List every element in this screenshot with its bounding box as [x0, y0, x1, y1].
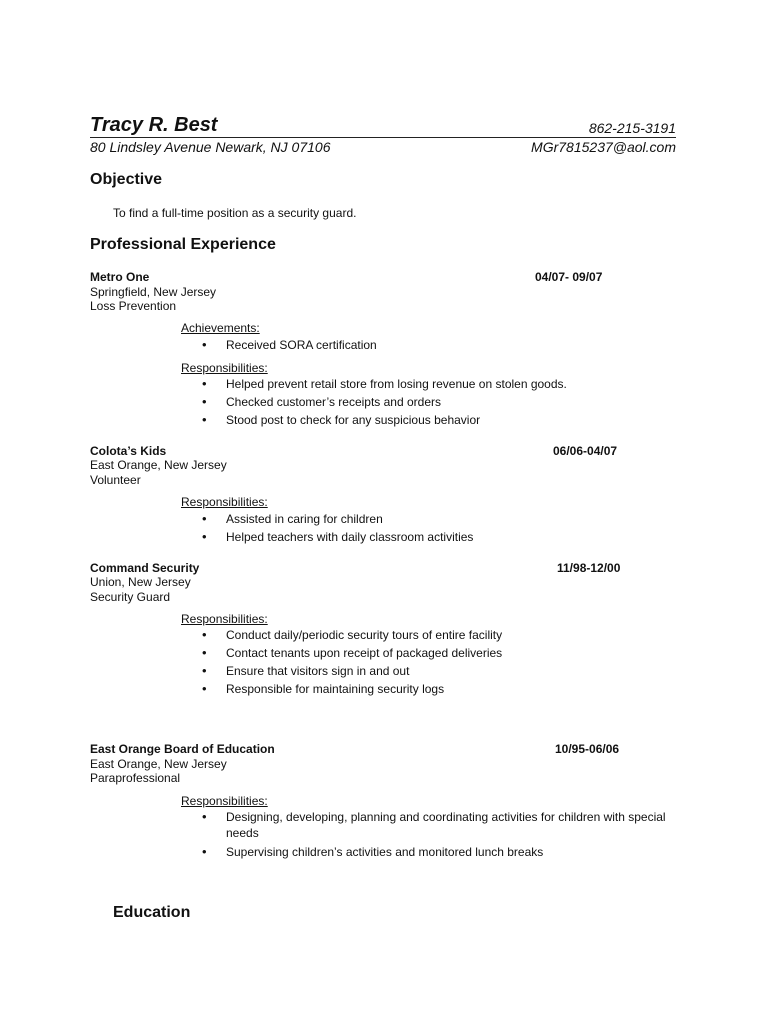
job-role: Paraprofessional	[90, 771, 181, 785]
job-dates: 10/95-06/06	[555, 742, 620, 756]
objective-heading: Objective	[90, 171, 163, 188]
list-item: • Assisted in caring for children	[202, 510, 473, 528]
job-location: East Orange, New Jersey	[90, 458, 227, 472]
header-divider	[90, 137, 676, 138]
list-item: • Checked customer’s receipts and orders	[202, 393, 567, 411]
list-item: • Helped prevent retail store from losing revenue on stolen goods.	[202, 375, 567, 393]
responsibilities-label: Responsibilities:	[181, 495, 268, 509]
list-item: • Responsible for maintaining security logs	[202, 680, 502, 698]
resume-name: Tracy R. Best	[90, 114, 218, 136]
list-item: • Stood post to check for any suspicious behavior	[202, 411, 567, 429]
job-dates: 06/06-04/07	[553, 444, 618, 458]
responsibilities-list	[202, 510, 473, 546]
achievements-label: Achievements:	[181, 321, 260, 335]
job-dates: 04/07- 09/07	[535, 270, 603, 284]
list-item: • Contact tenants upon receipt of packaged deliveries	[202, 644, 502, 662]
list-item: • Conduct daily/periodic security tours of entire facility	[202, 626, 502, 644]
job-location: East Orange, New Jersey	[90, 757, 227, 771]
list-item: • Helped teachers with daily classroom activities	[202, 528, 473, 546]
job-dates: 11/98-12/00	[557, 561, 621, 575]
job-location: Union, New Jersey	[90, 575, 191, 589]
achievements-list	[202, 336, 377, 354]
experience-heading: Professional Experience	[90, 236, 276, 253]
job-company: Metro One	[90, 270, 150, 284]
job-role: Loss Prevention	[90, 299, 177, 313]
street-address: 80 Lindsley Avenue Newark, NJ 07106	[90, 139, 331, 155]
job-company: Colota’s Kids	[90, 444, 167, 458]
list-item: • Ensure that visitors sign in and out	[202, 662, 502, 680]
responsibilities-label: Responsibilities:	[181, 794, 268, 808]
education-heading: Education	[113, 904, 191, 921]
responsibilities-label: Responsibilities:	[181, 612, 268, 626]
objective-text: To find a full-time position as a security guard.	[113, 206, 357, 220]
email-address: MGr7815237@aol.com	[531, 139, 676, 155]
list-item: • Designing, developing, planning and coordinating activities for children with special needs	[202, 809, 666, 843]
responsibilities-list	[202, 375, 567, 429]
job-company: Command Security	[90, 561, 200, 575]
job-role: Volunteer	[90, 473, 141, 487]
responsibilities-list	[202, 626, 502, 698]
list-item: • Received SORA certification	[202, 336, 377, 354]
list-item: • Supervising children’s activities and monitored lunch breaks	[202, 843, 666, 861]
job-company: East Orange Board of Education	[90, 742, 275, 756]
responsibilities-label: Responsibilities:	[181, 361, 268, 375]
job-role: Security Guard	[90, 590, 171, 604]
job-location: Springfield, New Jersey	[90, 285, 217, 299]
phone-number: 862-215-3191	[588, 120, 676, 136]
responsibilities-list	[202, 809, 666, 861]
